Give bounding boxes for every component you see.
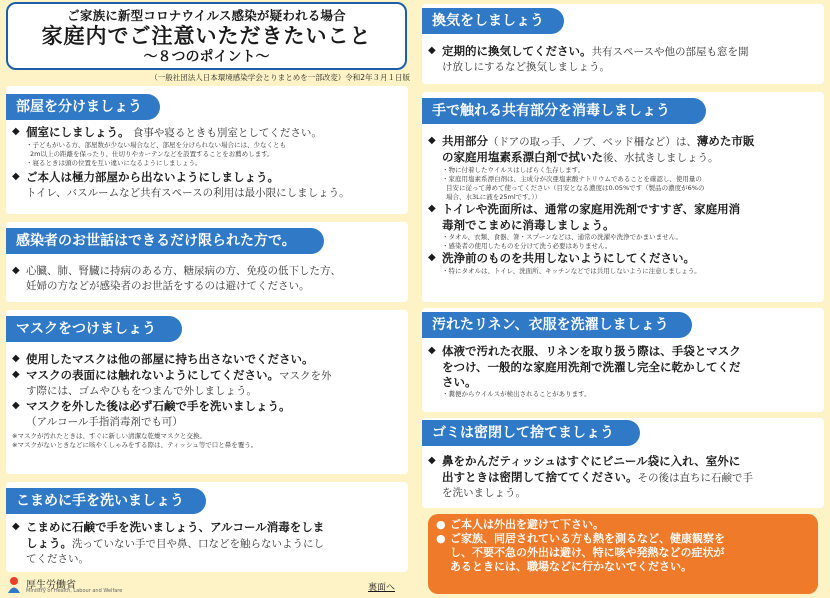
diamond-icon: ◆ xyxy=(12,126,20,137)
wash-line1: こまめに石鹸で手を洗いましょう、アルコール消毒をしま xyxy=(26,520,325,534)
shared-item1-bold: 薄めた市販 xyxy=(696,134,755,148)
shared-note5: ・タオル、衣類、食器、箸・スプーンなどは、通常の洗濯や洗浄でかまいません。 xyxy=(442,233,683,241)
mask-item1: 使用したマスクは他の部屋に持ち出さないでください。 xyxy=(26,352,314,366)
caregiver-line1: 心臓、肺、腎臓に持病のある方、糖尿病の方、免疫の低下した方、 xyxy=(26,265,341,277)
diamond-icon: ◆ xyxy=(12,369,20,380)
trash-body xyxy=(428,454,824,501)
shared-item1-mid: （ドアの取っ手、ノブ、ベッド柵など）は、 xyxy=(488,136,697,148)
title-box xyxy=(6,2,407,70)
wash-line2-text: 洗っていない手で目や鼻、口などを触らないようにし xyxy=(72,538,324,550)
notice-box xyxy=(428,514,818,594)
diamond-icon: ◆ xyxy=(12,171,20,182)
linen-line2: をつけ、一般的な家庭用洗剤で洗濯し完全に乾かしてくだ xyxy=(442,360,741,374)
header-mask: マスクをつけましょう xyxy=(6,316,182,342)
header-caregiver: 感染者のお世話はできるだけ限られた方で。 xyxy=(6,228,324,254)
shared-item1-line2b: 後、水拭きしましょう。 xyxy=(603,152,719,164)
diamond-icon: ◆ xyxy=(428,455,436,466)
header-ventilation: 換気をしましょう xyxy=(422,8,564,34)
header-linen: 汚れたリネン、衣服を洗濯しましょう xyxy=(422,312,692,338)
diamond-icon: ◆ xyxy=(12,521,20,532)
linen-line3: さい。 xyxy=(442,375,477,389)
rooms-note2: 2m以上の距離を保ったり、仕切りやカーテンなどを設置することをお薦めします。 xyxy=(30,150,274,158)
diamond-icon: ◆ xyxy=(428,45,436,56)
ventilation-body xyxy=(428,44,824,75)
notice-item2-line2: し、不要不急の外出は避け、特に咳や発熱などの症状が xyxy=(450,546,725,559)
mask-note1: ※マスクが汚れたときは、すぐに新しい清潔な乾燥マスクと交換。 xyxy=(12,432,206,440)
page-title: 家庭内でご注意いただきたいこと xyxy=(41,24,372,48)
ministry-name: 厚生労働省 xyxy=(26,580,76,591)
vent-lead: 定期的に換気してください。 xyxy=(442,44,592,58)
shared-body xyxy=(428,134,824,276)
shared-note6: ・感染者の使用したものを分けて洗う必要はありません。 xyxy=(442,242,612,250)
shared-note3: 目安に従って薄めて使ってください（目安となる濃度は0.05%です（製品の濃度が6%の xyxy=(446,184,705,192)
diamond-icon: ◆ xyxy=(12,353,20,364)
rooms-item2-lead: ご本人は極力部屋から出ないようにしましょう。 xyxy=(26,170,279,184)
bullet-icon: ● xyxy=(436,518,446,531)
trash-line2-text: その後は直ちに石鹸で手 xyxy=(637,472,753,484)
header-trash: ゴミは密閉して捨てましょう xyxy=(422,420,640,446)
shared-note7: ・特にタオルは、トイレ、洗面所、キッチンなどでは共用しないように注意しましょう。 xyxy=(442,267,701,275)
mask-item3-sub: （アルコール手指消毒剤でも可） xyxy=(26,416,183,428)
diamond-icon: ◆ xyxy=(428,252,436,263)
shared-note4: 場合、水3Lに液を25mlです。）） xyxy=(446,193,542,201)
shared-item1-lead: 共用部分 xyxy=(442,134,488,148)
rooms-item1-text: 食事や寝るときも別室としてください。 xyxy=(132,127,322,139)
title-tagline: ～８つのポイント～ xyxy=(143,49,270,65)
shared-item2-line1: トイレや洗面所は、通常の家庭用洗剤ですすぎ、家庭用消 xyxy=(442,202,741,216)
back-page-link[interactable]: 裏面へ xyxy=(368,583,396,593)
mask-item2-text: マスクを外 xyxy=(279,370,332,382)
diamond-icon: ◆ xyxy=(428,345,436,356)
vent-text2: け放しにするなど換気しましょう。 xyxy=(442,61,610,73)
ministry-name-en: Ministry of Health, Labour and Welfare xyxy=(26,588,123,594)
shared-note2: ・家庭用塩素系漂白剤は、主成分が次亜塩素酸ナトリウムであることを確認し、使用量の xyxy=(442,175,702,183)
header-shared: 手で触れる共有部分を消毒しましょう xyxy=(422,98,706,124)
trash-line1: 鼻をかんだティッシュはすぐにビニール袋に入れ、室外に xyxy=(442,454,741,468)
shared-item3: 洗浄前のものを共用しないようにしてください。 xyxy=(442,251,695,265)
vent-text: 共有スペースや他の部屋も窓を開 xyxy=(591,46,749,58)
shared-item2-line2: 毒剤でこまめに消毒しましょう。 xyxy=(442,218,615,232)
shared-note1: ・物に付着したウイルスはしばらく生存します。 xyxy=(442,166,585,174)
wash-line2-lead: しょう。 xyxy=(26,536,72,550)
linen-body xyxy=(428,344,824,399)
header-rooms: 部屋を分けましょう xyxy=(6,94,160,120)
trash-line2-lead: 出すときは密閉して捨ててください。 xyxy=(442,470,638,484)
diamond-icon: ◆ xyxy=(12,265,20,276)
mask-body xyxy=(12,352,408,450)
rooms-body xyxy=(12,125,408,201)
diamond-icon: ◆ xyxy=(428,135,436,146)
notice-item2-line1: ご家族、同居されている方も熱を測るなど、健康観察を xyxy=(450,532,725,545)
notice-item2-line3: あるときには、職場などに行かないでください。 xyxy=(450,560,692,573)
trash-line3: を洗いましょう。 xyxy=(442,487,526,499)
linen-line1: 体液で汚れた衣服、リネンを取り扱う際は、手袋とマスク xyxy=(442,344,741,358)
mask-item2-lead: マスクの表面には触れないようにしてください。 xyxy=(26,368,279,382)
rooms-note1: ・子どもがいる方、部屋数が少ない場合など、部屋を分けられない場合には、少なくとも xyxy=(26,141,286,149)
notice-item1: ご本人は外出を避けて下さい。 xyxy=(450,518,604,531)
diamond-icon: ◆ xyxy=(12,400,20,411)
rooms-item1-lead: 個室にしましょう。 xyxy=(26,125,130,139)
wash-line3: てください。 xyxy=(26,553,89,565)
title-subtitle: ご家族に新型コロナウイルス感染が疑われる場合 xyxy=(67,8,346,23)
mask-note2: ※マスクがないときなどに咳やくしゃみをする際は、ティッシュ等で口と鼻を覆う。 xyxy=(12,441,258,449)
linen-note1: ・糞便からウイルスが検出されることがあります。 xyxy=(442,390,591,398)
mask-item2-text2: す際には、ゴムやひもをつまんで外しましょう。 xyxy=(26,385,257,397)
diamond-icon: ◆ xyxy=(428,203,436,214)
source-note: （一般社団法人日本環境感染学会とりまとめを一部改変）令和2年３月１日版 xyxy=(150,73,410,82)
rooms-item2-text: トイレ、バスルームなど共有スペースの利用は最小限にしましょう。 xyxy=(26,187,350,199)
caregiver-body xyxy=(12,264,408,294)
header-wash: こまめに手を洗いましょう xyxy=(6,488,206,514)
caregiver-line2: 妊婦の方などが感染者のお世話をするのは避けてください。 xyxy=(26,280,310,292)
mask-item3: マスクを外した後は必ず石鹸で手を洗いましょう。 xyxy=(26,399,291,413)
ministry-logo-icon xyxy=(6,576,22,594)
ministry-logo xyxy=(6,574,146,596)
bullet-icon: ● xyxy=(436,532,446,545)
wash-body xyxy=(12,520,408,567)
shared-item1-line2: の家庭用塩素系漂白剤で拭いた xyxy=(442,150,603,164)
rooms-note3: ・寝るときは頭の位置を互い違いになるようにしましょう。 xyxy=(26,159,202,167)
